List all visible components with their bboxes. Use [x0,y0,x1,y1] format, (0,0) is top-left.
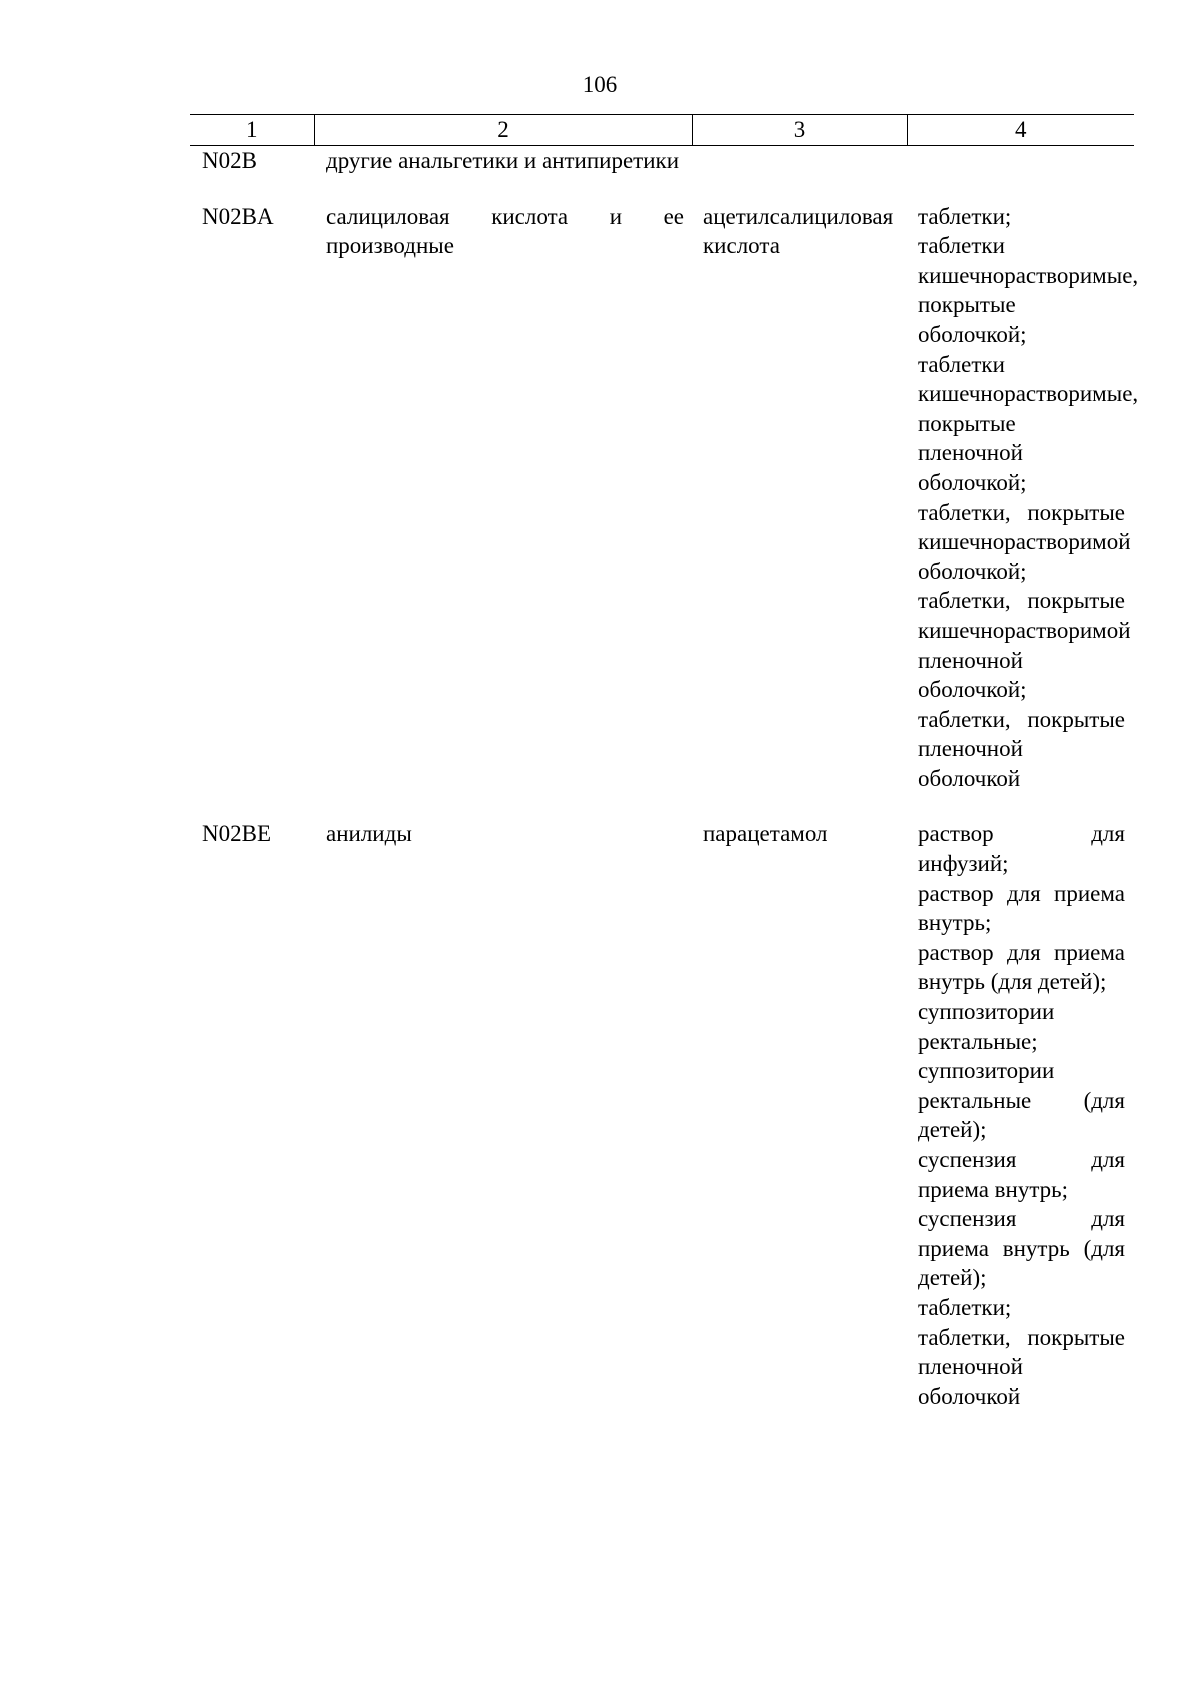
group-name: анилиды [326,821,412,847]
dosage-form-item: раствор для приема внутрь (для детей); [918,939,1125,995]
atc-code: N02B [202,148,257,173]
atc-code: N02BA [202,203,274,229]
group-name: салициловая кислота и ее производные [326,203,684,259]
header-col-1: 1 [190,115,314,146]
table-row [190,819,1134,1411]
dosage-form-item: таблетки, покрытые кишечнорастворимой оболочкой; [918,499,1131,584]
dosage-form-item: раствор для инфузий; [918,821,1125,877]
dosage-form-item: таблетки, покрытые кишечнорастворимой пленочной оболочкой; [918,588,1131,703]
dosage-forms [907,202,1139,794]
dosage-form-item: таблетки; [918,203,1012,229]
substance-name [692,146,907,176]
dosage-forms [907,819,1134,1411]
group-name: другие анальгетики и антипиретики [326,148,680,173]
header-col-4: 4 [907,115,1134,146]
dosage-form-item: суспензия для приема внутрь (для детей); [918,1206,1125,1291]
dosage-form-item: таблетки; [918,1294,1012,1320]
dosage-form-item: таблетки, покрытые пленочной оболочкой [918,706,1125,791]
table-row [190,146,1134,176]
header-col-3: 3 [692,115,907,146]
page-number: 106 [582,72,618,97]
dosage-form-item: таблетки кишечнорастворимые, покрытые пленочной оболочкой; [918,351,1139,495]
dosage-form-item: таблетки кишечнорастворимые, покрытые оболочкой; [918,233,1139,347]
dosage-form-item: суппозитории ректальные (для детей); [918,1058,1125,1143]
atc-code: N02BE [202,821,271,847]
table-header-row [190,115,1134,146]
dosage-forms [907,146,1134,176]
header-col-2: 2 [314,115,692,146]
table-row [190,202,1134,794]
substance-name: парацетамол [703,821,828,847]
dosage-form-item: таблетки, покрытые пленочной оболочкой [918,1324,1125,1409]
substance-name: ацетилсалициловая кислота [703,203,894,259]
dosage-form-item: суспензия для приема внутрь; [918,1147,1125,1202]
dosage-form-item: раствор для приема внутрь; [918,880,1125,936]
drug-table [190,114,1139,1411]
dosage-form-item: суппозитории ректальные; [918,999,1055,1054]
